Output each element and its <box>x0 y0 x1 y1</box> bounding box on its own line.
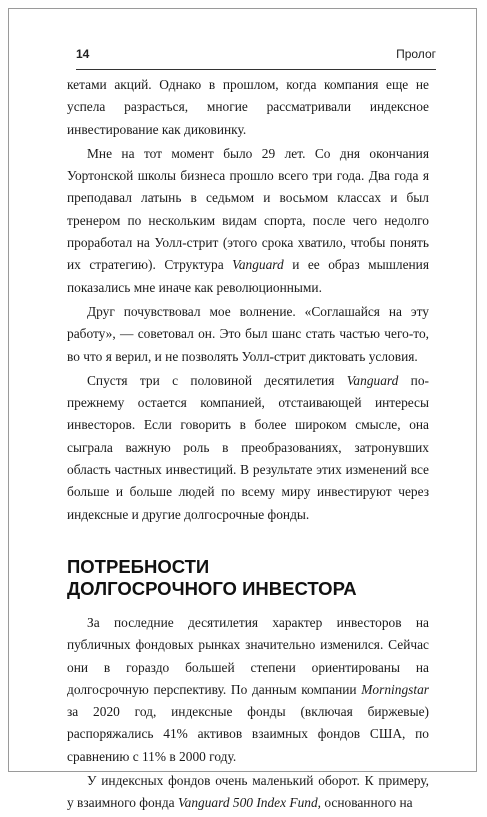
paragraph-p4 <box>67 370 429 526</box>
page-number: 14 <box>76 47 90 61</box>
paragraph-p3 <box>67 301 429 368</box>
section-heading-line-2: ДОЛГОСРОЧНОГО ИНВЕСТОРА <box>67 577 357 599</box>
paragraphs-after-heading <box>67 612 429 815</box>
text-run: по-прежнему остается компанией, отстаивающей интересы инвесторов. Если говорить в более широком смысле, она сыграла важную роль в преобразованиях, затронувших область частных инвестиций. В результате этих изменений все больше и больше людей по всему миру инвестируют через индексные и другие долгосрочные фонды. <box>67 372 429 522</box>
text-run: Мне на тот момент было 29 лет. Со дня окончания Уортонской школы бизнеса прошло всего три года. Два года я преподавал латынь в седьмом и восьмом классах и был тренером по нескольким видам спорта, после чего недолго проработал на Уолл-стрит (этого срока хватило, чтобы понять их стратегию). Структура <box>67 145 429 273</box>
text-run: Друг почувствовал мое волнение. «Соглашайся на эту работу», — советовал он. Это был шанс стать частью чего-то, во что я верил, и не позволять Уолл-стрит диктовать условия. <box>67 303 429 364</box>
text-run: кетами акций. Однако в прошлом, когда компания еще не успела разрасться, многие рассматривали индексное инвестирование как диковинку. <box>67 77 429 137</box>
italic-term: Vanguard <box>232 257 284 273</box>
header-rule <box>76 69 436 70</box>
italic-term: Vanguard <box>346 372 399 388</box>
text-run: , основанного на <box>317 795 413 811</box>
running-head-section: Пролог <box>396 47 436 61</box>
section-heading <box>67 556 429 600</box>
paragraphs-before-heading <box>67 74 429 526</box>
text-run: и ее образ мышления показались мне иначе как революционными. <box>67 257 429 295</box>
text-run: За последние десятилетия характер инвесторов на публичных фондовых рынках значительно изменился. Сейчас они в гораздо большей степени ориентированы на долгосрочную перспективу. По данным компании <box>67 614 429 697</box>
paragraph-p6 <box>67 770 429 815</box>
text-run: У индексных фондов очень маленький оборот. К примеру, у взаимного фонда <box>67 773 429 811</box>
section-heading-line-1: ПОТРЕБНОСТИ <box>67 555 210 577</box>
paragraph-p1 <box>67 74 429 141</box>
text-run: Спустя три с половиной десятилетия <box>87 372 347 388</box>
text-run: за 2020 год, индексные фонды (включая биржевые) распоряжались 41% активов взаимных фондов США, по сравнению с 11% в 2000 году. <box>67 704 429 764</box>
paragraph-p2 <box>67 143 429 299</box>
running-head <box>76 47 436 67</box>
italic-term: Morningstar <box>361 681 429 697</box>
paragraph-p5 <box>67 612 429 768</box>
body-text <box>67 74 429 817</box>
italic-term: Vanguard 500 Index Fund <box>177 795 318 811</box>
